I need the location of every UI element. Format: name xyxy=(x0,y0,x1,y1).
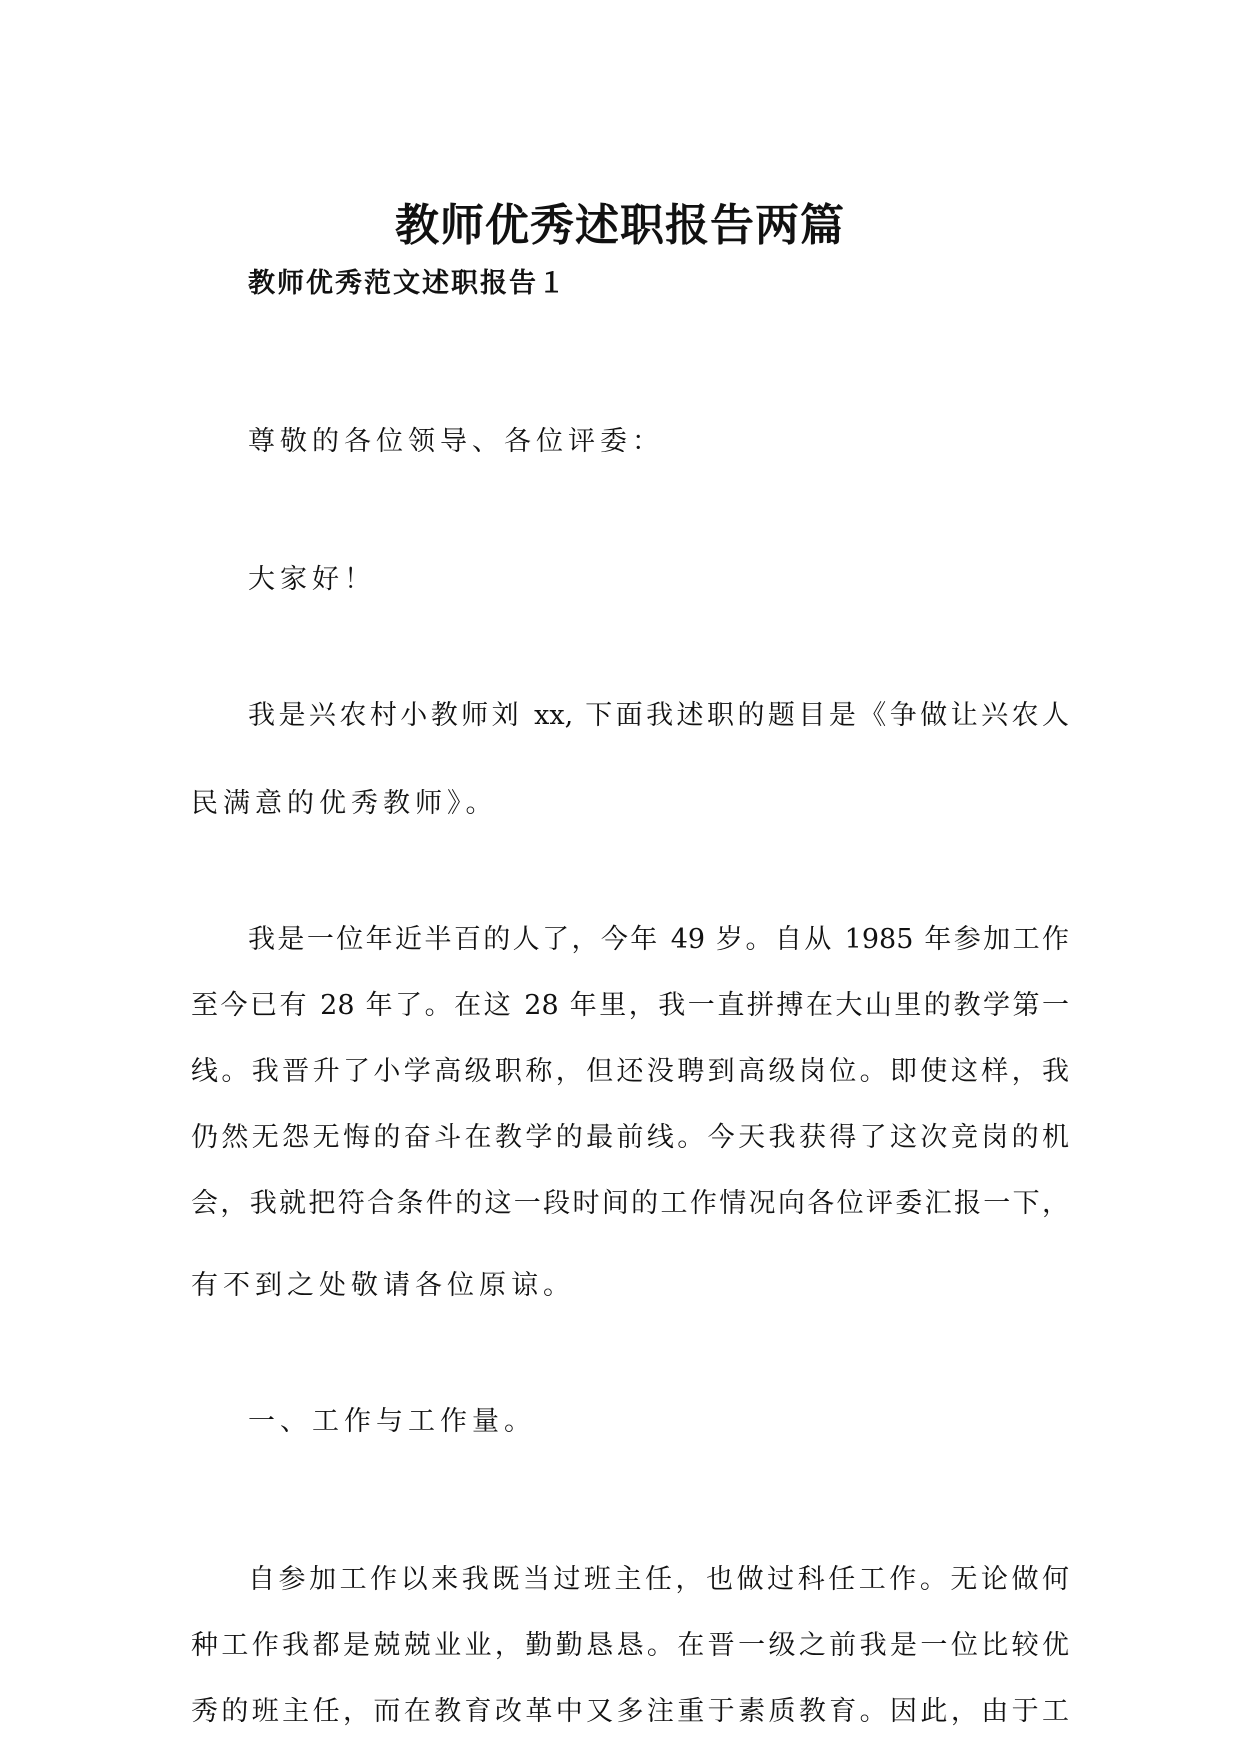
background-line-6: 有不到之处敬请各位原谅。 xyxy=(191,1270,575,1301)
section-1-line-1: 自参加工作以来我既当过班主任，也做过科任工作。无论做何 xyxy=(248,1564,1069,1595)
section-1-line-2: 种工作我都是兢兢业业，勤勤恳恳。在晋一级之前我是一位比较优 xyxy=(191,1630,1069,1661)
document-title: 教师优秀述职报告两篇 xyxy=(395,200,845,251)
section-1-heading: 一、工作与工作量。 xyxy=(248,1406,536,1437)
background-line-2: 至今已有 28 年了。在这 28 年里，我一直拼搏在大山里的教学第一 xyxy=(191,990,1069,1021)
section-1-line-3: 秀的班主任，而在教育改革中又多注重于素质教育。因此，由于工 xyxy=(191,1696,1069,1727)
intro-line-1: 我是兴农村小教师刘 xx, 下面我述职的题目是《争做让兴农人 xyxy=(248,700,1069,731)
background-line-5: 会，我就把符合条件的这一段时间的工作情况向各位评委汇报一下， xyxy=(191,1188,1069,1219)
intro-line-2: 民满意的优秀教师》。 xyxy=(191,788,498,819)
background-line-4: 仍然无怨无悔的奋斗在教学的最前线。今天我获得了这次竞岗的机 xyxy=(191,1122,1069,1153)
greeting-line: 尊敬的各位领导、各位评委： xyxy=(248,426,664,457)
document-subtitle: 教师优秀范文述职报告１ xyxy=(248,268,567,299)
background-line-3: 线。我晋升了小学高级职称，但还没聘到高级岗位。即使这样，我 xyxy=(191,1056,1069,1087)
hello-line: 大家好！ xyxy=(248,564,376,595)
background-line-1: 我是一位年近半百的人了，今年 49 岁。自从 1985 年参加工作 xyxy=(248,924,1069,955)
